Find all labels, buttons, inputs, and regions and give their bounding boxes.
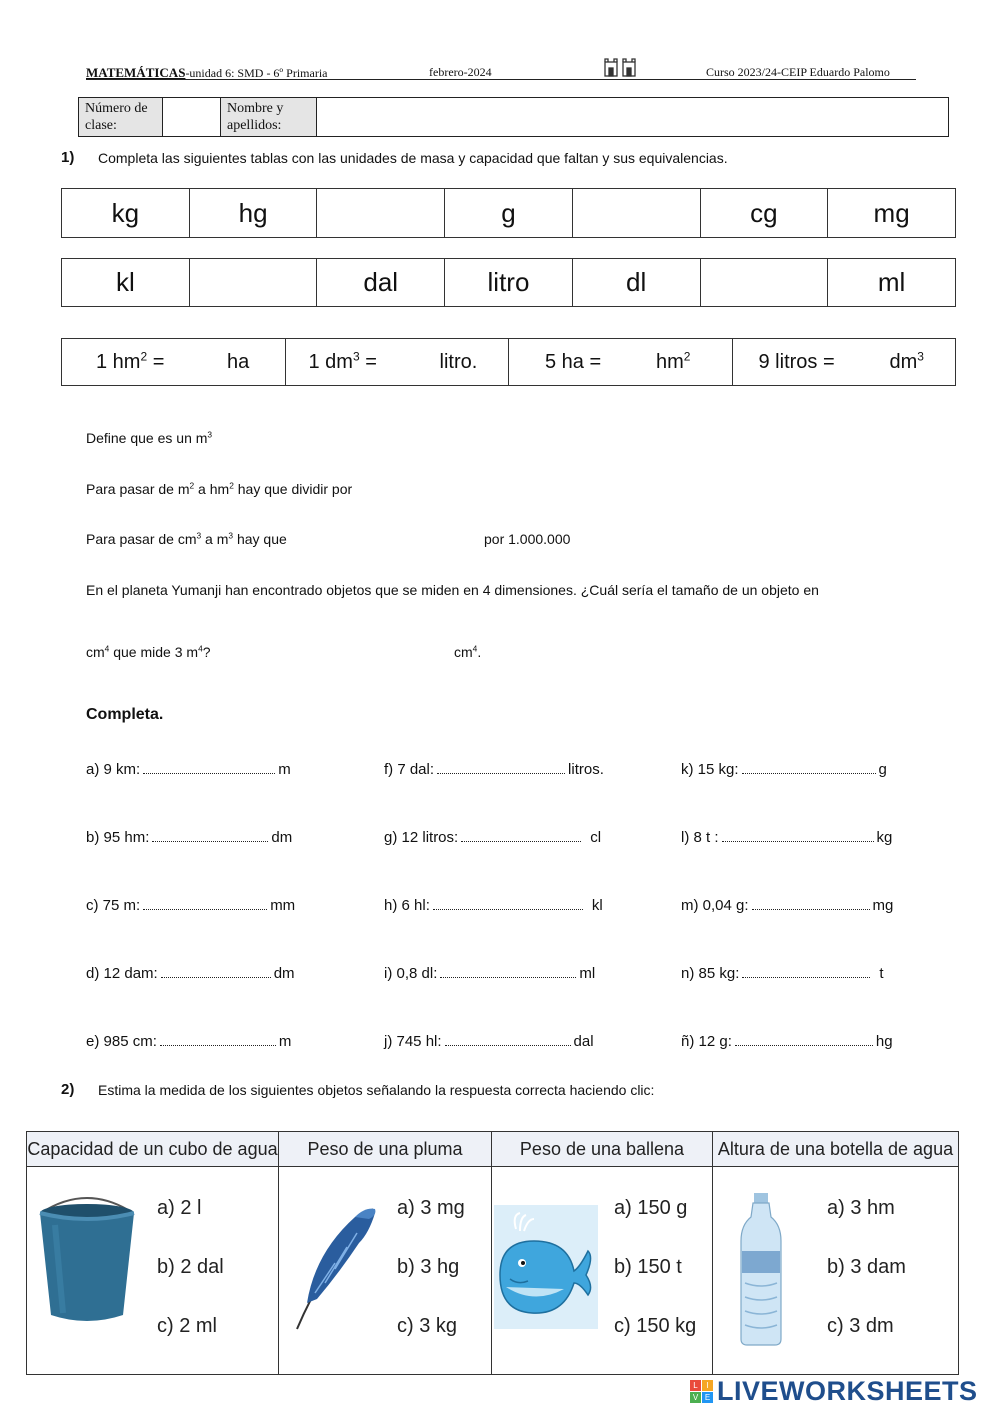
answer-blank[interactable] [437, 764, 565, 774]
school-logo-icon [603, 56, 639, 82]
yumanji-answer-unit: $cm^4$. [454, 643, 482, 660]
estimation-column-title: Peso de una ballena [492, 1132, 713, 1167]
answer-option[interactable]: b) 2 dal [157, 1256, 224, 1278]
mass-unit-cell: g [445, 189, 573, 238]
answer-option[interactable]: a) 3 hm [827, 1197, 895, 1219]
brand-name: LIVEWORKSHEETS [717, 1375, 978, 1406]
exercise-item: l) 8 t : kg [681, 829, 893, 846]
answer-blank[interactable] [143, 764, 275, 774]
mass-unit-input[interactable] [317, 189, 445, 238]
answer-blank[interactable] [445, 1036, 571, 1046]
exercise-item: a) 9 km: m [86, 761, 291, 778]
answer-option[interactable]: c) 2 ml [157, 1315, 217, 1337]
answer-blank[interactable] [433, 900, 583, 910]
exercise-item: d) 12 dam: dm [86, 965, 295, 982]
logo-grid-icon: L I V E [690, 1380, 713, 1403]
yumanji-question-cont: $cm^4$ que mide 3 $m^4$? [86, 643, 211, 660]
answer-option[interactable]: a) 2 l [157, 1197, 202, 1219]
exercise-item: g) 12 litros: cl [384, 829, 602, 846]
capacity-units-table [61, 258, 956, 307]
exercise-item: k) 15 kg: g [681, 761, 887, 778]
mass-units-table [61, 188, 956, 238]
liveworksheets-logo [690, 1376, 978, 1406]
estimation-column-title: Capacidad de un cubo de agua [27, 1132, 279, 1167]
exercise-item: b) 95 hm: dm [86, 829, 293, 846]
answer-blank[interactable] [742, 968, 870, 978]
answer-option[interactable]: c) 150 kg [614, 1315, 697, 1337]
answer-option[interactable]: c) 3 dm [827, 1315, 894, 1337]
bucket-card [27, 1167, 279, 1375]
cm3-to-m3-factor: por 1.000.000 [484, 531, 571, 547]
answer-option[interactable]: c) 3 kg [397, 1315, 458, 1337]
answer-blank[interactable] [440, 968, 576, 978]
answer-option[interactable]: a) 3 mg [397, 1197, 465, 1219]
define-m3-question: Define que es un $m^3$ [86, 429, 213, 446]
answer-option[interactable]: a) 150 g [614, 1197, 688, 1219]
exercise-item: n) 85 kg: t [681, 965, 884, 982]
exercise-item: h) 6 hl: kl [384, 897, 603, 914]
answer-blank[interactable] [152, 832, 268, 842]
mass-unit-input[interactable] [572, 189, 700, 238]
answer-option[interactable]: b) 3 hg [397, 1256, 460, 1278]
exercise-item: i) 0,8 dl: ml [384, 965, 596, 982]
answer-option[interactable]: b) 3 dam [827, 1256, 906, 1278]
mass-unit-cell: mg [828, 189, 956, 238]
q1-heading: 1) Completa las siguientes tablas con las unidades de masa y capacidad que faltan y sus equivalencias. [61, 149, 728, 166]
whale-card [492, 1167, 713, 1375]
equivalence-cell[interactable]: 1 $hm^2$ = ha [62, 339, 286, 386]
class-number-label: Número de clase: [79, 98, 163, 137]
mass-unit-cell: cg [700, 189, 828, 238]
answer-blank[interactable] [143, 900, 267, 910]
name-field[interactable] [317, 98, 949, 137]
estimation-column-title: Peso de una pluma [279, 1132, 492, 1167]
header-date: febrero-2024 [429, 65, 492, 79]
name-label: Nombre y apellidos: [221, 98, 317, 137]
answer-blank[interactable] [742, 764, 876, 774]
whale-icon [494, 1205, 598, 1329]
capacity-unit-cell: ml [828, 259, 956, 307]
capacity-unit-input[interactable] [189, 259, 317, 307]
answer-blank[interactable] [161, 968, 271, 978]
feather-icon [295, 1203, 379, 1331]
answer-option[interactable]: b) 150 t [614, 1256, 682, 1278]
q2-heading: 2) Estima la medida de los siguientes objetos señalando la respuesta correcta haciendo clic: [61, 1081, 655, 1098]
capacity-unit-cell: dl [572, 259, 700, 307]
exercise-item: f) 7 dal: litros. [384, 761, 604, 778]
header-subject: MATEMÁTICAS-unidad 6: SMD - 6º Primaria [86, 65, 328, 80]
exercise-item: ñ) 12 g: hg [681, 1033, 893, 1050]
document-header [86, 64, 916, 80]
equivalence-cell[interactable]: 9 litros = $dm^3$ [732, 339, 956, 386]
answer-blank[interactable] [735, 1036, 873, 1046]
exercise-item: j) 745 hl: dal [384, 1033, 594, 1050]
answer-blank[interactable] [461, 832, 581, 842]
capacity-unit-cell: kl [62, 259, 190, 307]
student-id-table [78, 97, 949, 137]
class-number-field[interactable] [163, 98, 221, 137]
capacity-unit-input[interactable] [700, 259, 828, 307]
mass-unit-cell: hg [189, 189, 317, 238]
cm3-to-m3-question: Para pasar de $cm^3$ a $m^3$ hay que [86, 530, 287, 547]
estimation-column-title: Altura de una botella de agua [713, 1132, 959, 1167]
answer-blank[interactable] [160, 1036, 276, 1046]
equivalence-table [61, 338, 956, 386]
equivalence-cell[interactable]: 1 $dm^3$ = litro. [285, 339, 509, 386]
exercise-item: c) 75 m: mm [86, 897, 296, 914]
capacity-unit-cell: dal [317, 259, 445, 307]
mass-unit-cell: kg [62, 189, 190, 238]
capacity-unit-cell: litro [445, 259, 573, 307]
completa-title: Completa. [86, 706, 164, 723]
estimation-table [26, 1131, 959, 1375]
bottle-card [713, 1167, 959, 1375]
header-course: Curso 2023/24-CEIP Eduardo Palomo [706, 65, 890, 79]
water-bottle-icon [737, 1193, 785, 1347]
equivalence-cell[interactable]: 5 ha = $hm^2$ [509, 339, 733, 386]
bucket-icon [37, 1195, 137, 1325]
feather-card [279, 1167, 492, 1375]
exercise-item: e) 985 cm: m [86, 1033, 292, 1050]
m2-to-hm2-question: Para pasar de $m^2$ a $hm^2$ hay que dividir por [86, 480, 353, 497]
exercise-item: m) 0,04 g: mg [681, 897, 894, 914]
answer-blank[interactable] [722, 832, 874, 842]
yumanji-question: En el planeta Yumanji han encontrado objetos que se miden en 4 dimensiones. ¿Cuál sería el tamaño de un objeto en [86, 582, 819, 598]
answer-blank[interactable] [752, 900, 870, 910]
